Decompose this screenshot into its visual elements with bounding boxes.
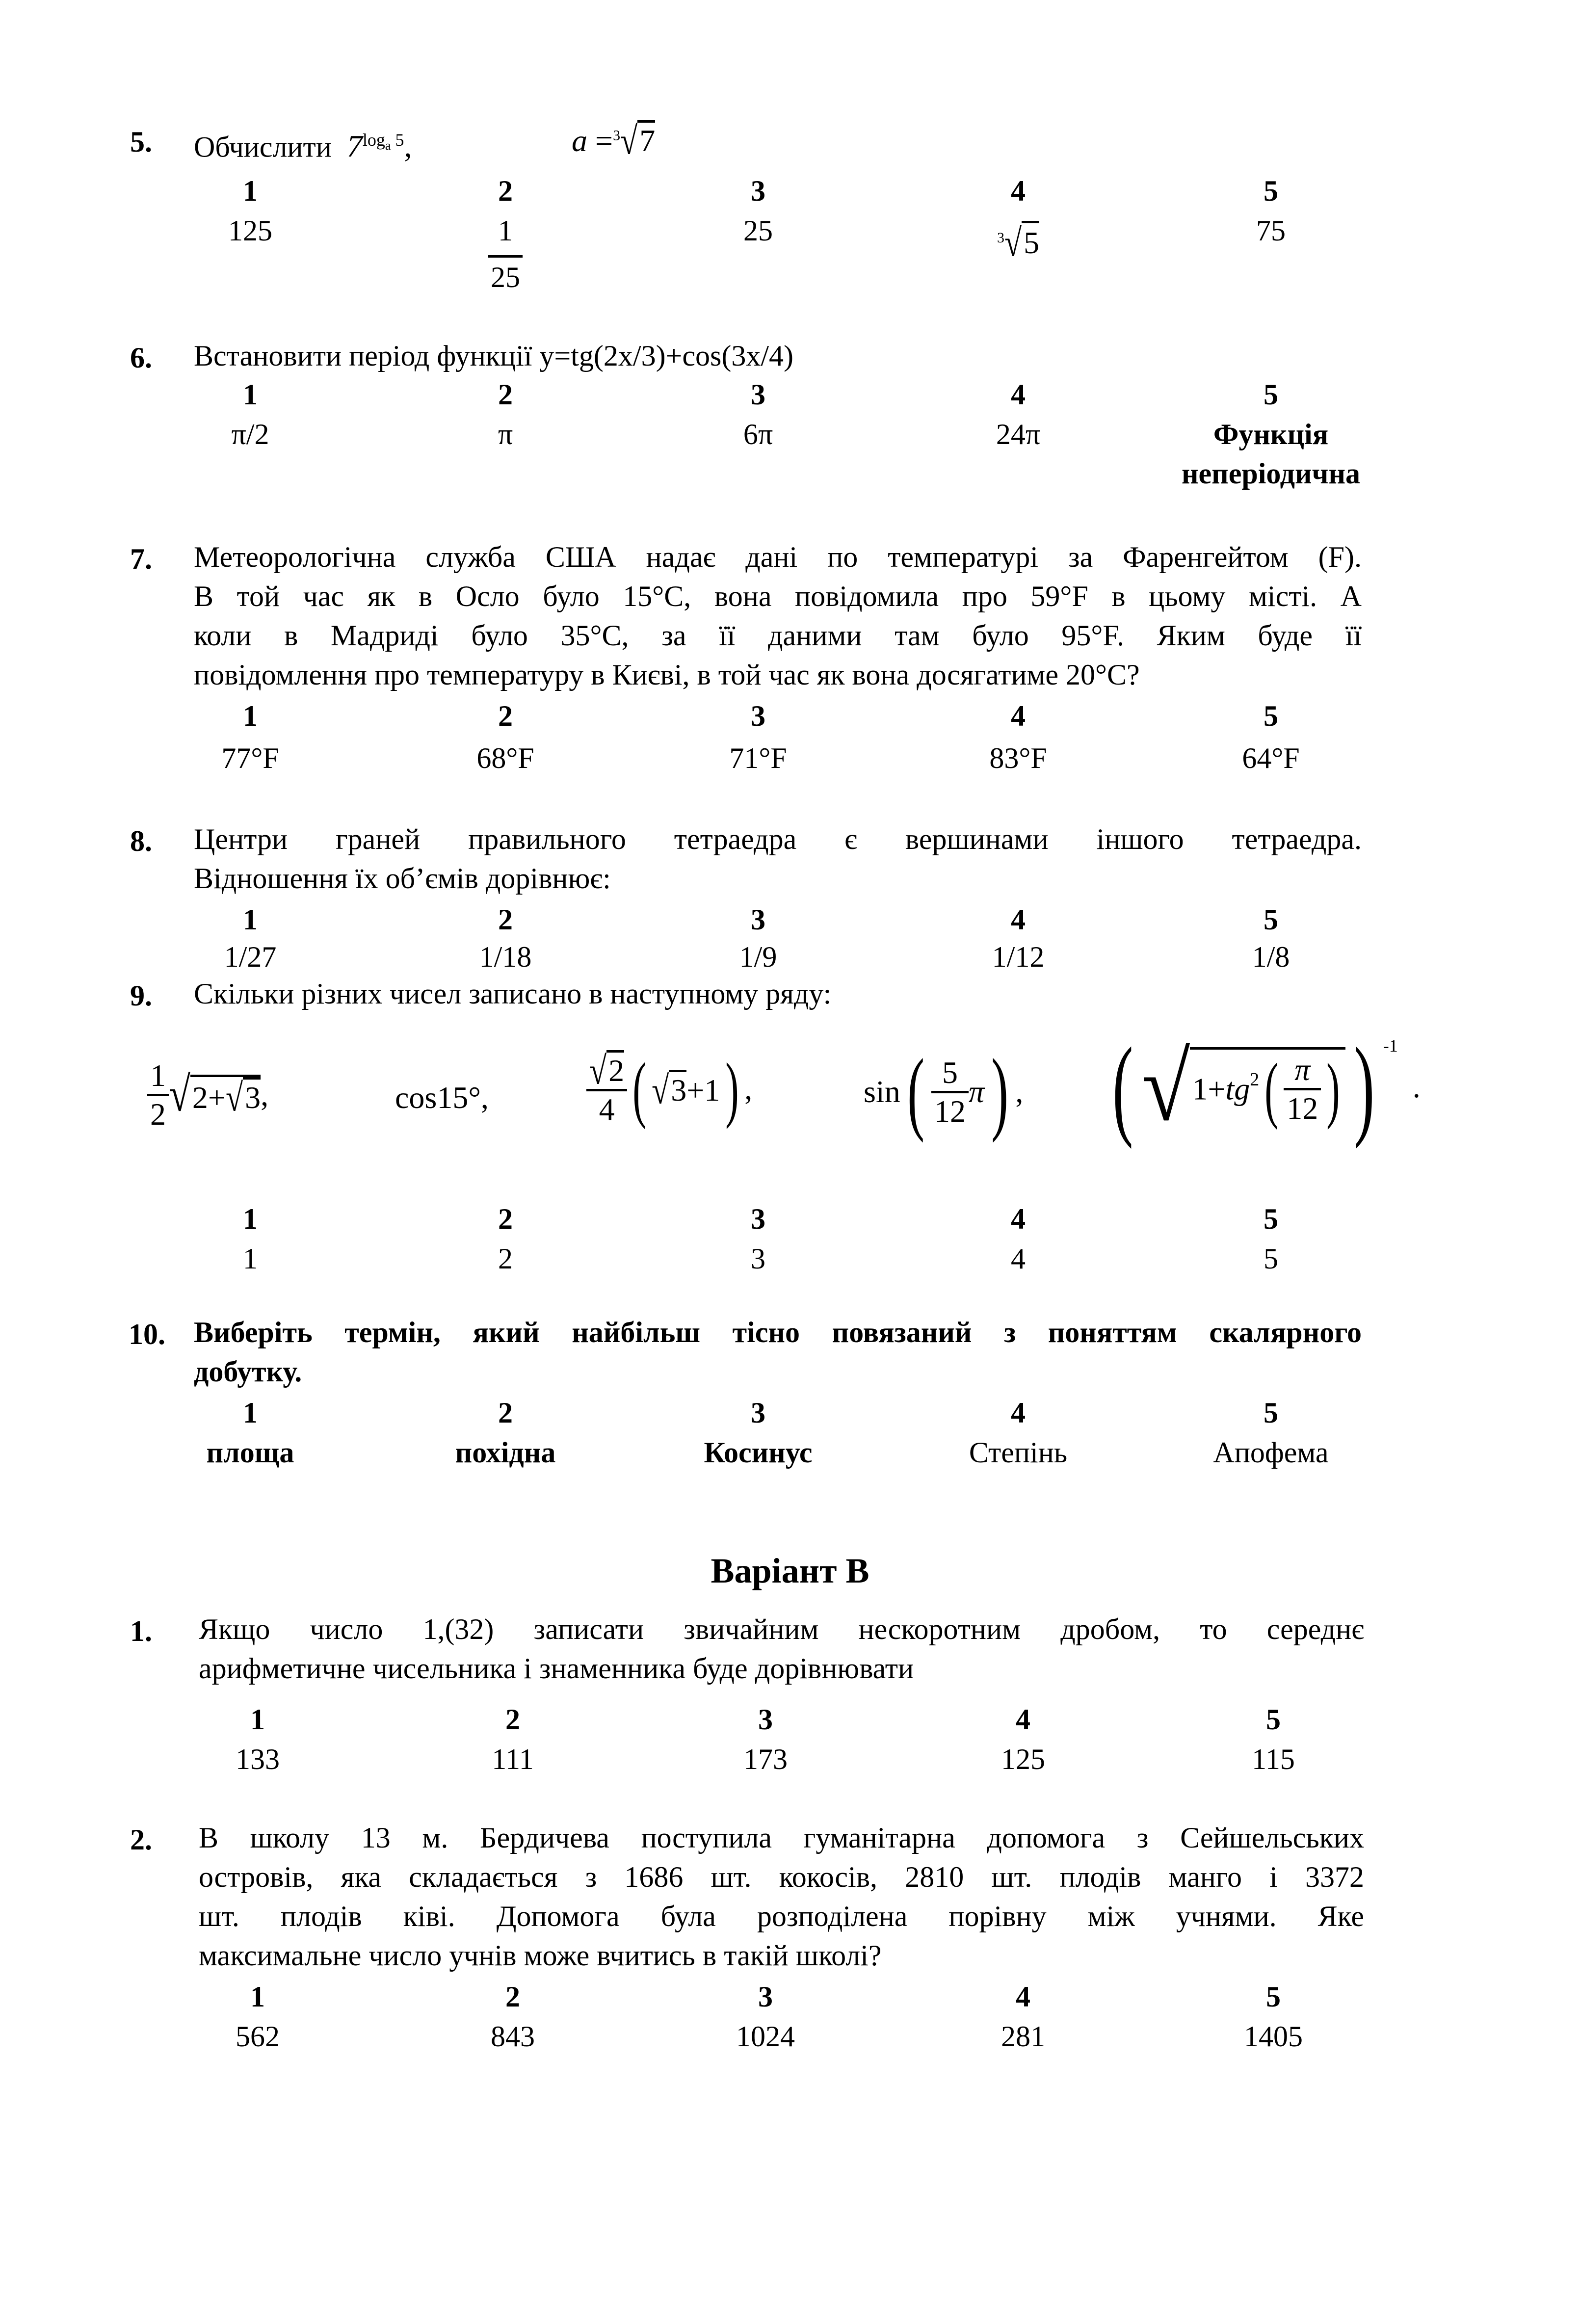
expression-root-product (586, 1050, 752, 1128)
option-number[interactable]: 1 (243, 175, 258, 207)
fraction-numerator: 1 (150, 1058, 166, 1093)
option-value[interactable]: 1024 (736, 2020, 795, 2053)
question-line: Центри граней правильного тетраедра є вершинами іншого тетраедра. (194, 823, 1362, 855)
option-value[interactable]: 562 (236, 2020, 280, 2053)
option-value[interactable]: 1 (243, 1242, 258, 1275)
separator: , (480, 1080, 489, 1115)
option-value[interactable]: похідна (455, 1436, 556, 1469)
right-paren: ) (991, 1040, 1009, 1143)
period: . (1412, 1069, 1421, 1104)
expression-half-root (147, 1057, 268, 1133)
one-plus: 1+ (1192, 1071, 1226, 1107)
radicand: 7 (637, 120, 655, 159)
option-value[interactable]: 77°F (221, 742, 279, 774)
option-number[interactable]: 3 (751, 1397, 765, 1429)
question-text: Скільки різних чисел записано в наступному ряду: (194, 977, 832, 1010)
outer-exponent: -1 (1383, 1036, 1398, 1056)
radical-icon: √ (226, 1075, 243, 1119)
option-number[interactable]: 2 (498, 378, 513, 411)
radicand-part: 2+ (192, 1080, 226, 1115)
option-number[interactable]: 3 (758, 1981, 773, 2013)
radical-icon: √ (1141, 1033, 1190, 1141)
option-value[interactable]: 5 (1264, 1242, 1278, 1275)
radical-icon: √ (1004, 221, 1022, 265)
left-paren: ( (1112, 1024, 1133, 1149)
option-number[interactable]: 4 (1011, 378, 1026, 411)
fraction-denominator: 12 (931, 1091, 969, 1130)
fraction (1284, 1052, 1321, 1127)
expression-cos (395, 1080, 489, 1116)
separator: , (1015, 1074, 1024, 1109)
radical-icon: √ (652, 1068, 669, 1112)
radical-icon: √ (589, 1049, 607, 1092)
option-number[interactable]: 5 (1264, 175, 1278, 207)
question-text (194, 336, 793, 375)
option-value[interactable]: 71°F (729, 742, 787, 774)
option-number[interactable]: 5 (1264, 903, 1278, 936)
option-value[interactable]: Апофема (1213, 1436, 1329, 1469)
option-number[interactable]: 3 (751, 700, 765, 732)
question-line: Відношення їх об’ємів дорівнює: (194, 862, 611, 895)
power-expression (347, 129, 412, 163)
option-number[interactable]: 3 (751, 175, 765, 207)
option-value[interactable]: Косинус (704, 1436, 813, 1469)
variant-title: Варіант В (711, 1551, 869, 1590)
option-value[interactable]: 24π (996, 418, 1041, 450)
option-value[interactable]: 1/18 (479, 941, 532, 973)
question-text (194, 120, 412, 166)
pi-symbol: π (968, 1074, 985, 1109)
option-number[interactable]: 2 (498, 175, 513, 207)
question-line: повідомлення про температуру в Києві, в той час як вона досягатиме 20°С? (194, 659, 1140, 691)
option-number[interactable]: 4 (1011, 1203, 1026, 1235)
question-number: 5. (130, 126, 152, 158)
question-text (194, 1313, 1362, 1391)
left-paren: ( (907, 1040, 924, 1143)
right-paren: ) (1326, 1048, 1340, 1130)
option-value[interactable]: 75 (1256, 214, 1286, 247)
question-line: Якщо число 1,(32) записати звичайним нескоротним дробом, то середнє (199, 1613, 1364, 1645)
option-number[interactable]: 2 (498, 903, 513, 936)
option-value[interactable]: 64°F (1242, 742, 1300, 774)
fraction-denominator: 12 (1284, 1088, 1321, 1127)
fraction-numerator: 5 (942, 1055, 958, 1090)
fraction (931, 1055, 969, 1130)
question-line: островів, яка складається з 1686 шт. кокосів, 2810 шт. плодів манго і 3372 (199, 1861, 1364, 1893)
option-value[interactable]: 1/27 (224, 941, 277, 973)
option-number[interactable]: 2 (505, 1703, 520, 1736)
option-number[interactable]: 2 (498, 700, 513, 732)
option-number[interactable]: 5 (1264, 1203, 1278, 1235)
question-number: 7. (130, 543, 152, 575)
condition-expression (572, 119, 656, 162)
question-number: 6. (130, 342, 152, 374)
log-base: a (385, 138, 391, 153)
option-number[interactable]: 1 (243, 378, 258, 411)
option-value[interactable]: π/2 (231, 418, 269, 450)
option-value[interactable]: 111 (492, 1743, 534, 1775)
radicand: 3 (243, 1077, 261, 1116)
option-number[interactable]: 5 (1266, 1703, 1281, 1736)
fraction-denominator: 2 (147, 1094, 169, 1133)
option-value[interactable]: 125 (1001, 1743, 1045, 1775)
option-number[interactable]: 1 (250, 1981, 265, 2013)
option-value[interactable]: 281 (1001, 2020, 1045, 2053)
question-line: добутку. (194, 1355, 302, 1388)
radical-icon: √ (620, 119, 638, 162)
option-value[interactable]: 173 (743, 1743, 788, 1775)
option-value[interactable]: 6π (743, 418, 773, 450)
power: 2 (1250, 1069, 1260, 1090)
radicand (190, 1075, 261, 1119)
option-value-line: Функція (1213, 418, 1329, 450)
option-number[interactable]: 2 (505, 1981, 520, 2013)
option-number[interactable]: 5 (1264, 1397, 1278, 1429)
question-number: 10. (129, 1318, 165, 1350)
option-value-line: неперіодична (1181, 457, 1361, 490)
separator: , (744, 1071, 753, 1106)
option-value[interactable] (1148, 415, 1394, 493)
option-value[interactable]: 1/9 (739, 941, 777, 973)
question-text (194, 819, 1362, 898)
option-value[interactable]: 115 (1252, 1743, 1295, 1775)
left-paren: ( (1264, 1048, 1278, 1130)
question-number: 2. (130, 1823, 152, 1856)
option-number[interactable]: 1 (243, 1397, 258, 1429)
option-number[interactable]: 5 (1264, 700, 1278, 732)
option-value[interactable]: площа (206, 1436, 294, 1469)
question-line: Метеорологічна служба США надає дані по температурі за Фаренгейтом (F). (194, 541, 1362, 573)
radicand: 3 (669, 1070, 686, 1109)
question-text (194, 537, 1362, 694)
fraction-numerator (586, 1049, 627, 1092)
expression-sin (864, 1040, 1024, 1143)
option-number[interactable]: 4 (1011, 700, 1026, 732)
right-paren: ) (725, 1048, 739, 1130)
option-number[interactable]: 2 (498, 1203, 513, 1235)
question-number: 1. (130, 1615, 152, 1647)
question-text (199, 1610, 1364, 1688)
option-value[interactable]: 133 (236, 1743, 280, 1775)
fraction-denominator: 25 (488, 255, 523, 297)
question-line: максимальне число учнів може вчитись в такій школі? (199, 1939, 882, 1972)
option-number[interactable]: 5 (1264, 378, 1278, 411)
log-label: log (362, 130, 385, 150)
separator: , (261, 1077, 269, 1112)
sin-label: sin (864, 1074, 900, 1109)
separator: , (404, 129, 412, 164)
option-number[interactable]: 4 (1016, 1981, 1030, 2013)
radicand: 2 (606, 1050, 624, 1089)
question-line: Виберіть термін, який найбільш тісно повязаний з поняттям скалярного (194, 1316, 1362, 1348)
question-line: арифметичне чисельника і знаменника буде дорівнювати (199, 1652, 914, 1685)
option-number[interactable]: 3 (751, 1203, 765, 1235)
option-value[interactable]: 83°F (989, 742, 1047, 774)
question-number: 9. (130, 979, 152, 1012)
left-paren: ( (632, 1048, 646, 1130)
option-value[interactable]: 3 (751, 1242, 765, 1275)
option-number[interactable]: 1 (243, 903, 258, 936)
fraction-numerator: 1 (498, 214, 513, 247)
fraction-numerator: π (1294, 1052, 1311, 1087)
option-value[interactable]: 4 (1011, 1242, 1026, 1275)
option-number[interactable]: 2 (498, 1397, 513, 1429)
paren-content (652, 1068, 720, 1112)
tg-label: tg (1225, 1071, 1250, 1107)
variable: a (572, 123, 587, 158)
cos-text: cos15° (395, 1080, 481, 1115)
question-text (199, 1818, 1364, 1975)
fraction-denominator: 4 (586, 1089, 627, 1128)
option-value-root[interactable] (895, 218, 1141, 263)
option-value-fraction[interactable] (383, 211, 628, 297)
question-number: 8. (130, 825, 152, 857)
root-index: 3 (613, 127, 621, 144)
option-value[interactable]: 125 (228, 214, 272, 247)
option-value[interactable]: π (498, 418, 513, 450)
option-value[interactable]: 25 (743, 214, 773, 247)
option-value[interactable]: Степінь (969, 1436, 1068, 1469)
log-argument: 5 (395, 130, 404, 150)
option-value[interactable]: 2 (498, 1242, 513, 1275)
option-value[interactable]: 1405 (1244, 2020, 1303, 2053)
power-base: 7 (346, 129, 363, 164)
option-value[interactable]: 1/12 (992, 941, 1045, 973)
option-number[interactable]: 1 (250, 1703, 265, 1736)
question-line: шт. плодів ківі. Допомога була розподілена порівну між учнями. Яке (199, 1900, 1364, 1932)
fraction (147, 1057, 169, 1133)
question-line: В школу 13 м. Бердичева поступила гуманітарна допомога з Сейшельських (199, 1822, 1364, 1854)
question-prompt: Встановити період функції (194, 340, 540, 372)
root-index: 3 (997, 230, 1004, 246)
option-number[interactable]: 4 (1011, 1397, 1026, 1429)
function-formula: y=tg(2x/3)+cos(3x/4) (539, 340, 794, 372)
right-paren: ) (1354, 1024, 1375, 1149)
fraction (586, 1050, 627, 1128)
radical-icon: √ (169, 1067, 190, 1122)
option-number[interactable]: 3 (751, 903, 765, 936)
question-prompt: Обчислити (194, 131, 332, 163)
question-line: коли в Мадриді було 35°С, за її даними там було 95°F. Яким буде її (194, 619, 1362, 652)
radicand: 5 (1022, 221, 1039, 263)
option-number[interactable]: 3 (758, 1703, 773, 1736)
expression-tg-root-inverse (1104, 1024, 1421, 1149)
equals-sign: = (595, 123, 613, 158)
radicand (1190, 1047, 1345, 1130)
option-number[interactable]: 4 (1016, 1703, 1030, 1736)
option-number[interactable]: 1 (243, 700, 258, 732)
plus-one: +1 (686, 1072, 720, 1108)
option-number[interactable]: 3 (751, 378, 765, 411)
option-number[interactable]: 4 (1011, 175, 1026, 207)
option-value[interactable]: 68°F (476, 742, 534, 774)
option-value[interactable]: 1/8 (1252, 941, 1290, 973)
question-line: В той час як в Осло було 15°С, вона повідомила про 59°F в цьому місті. А (194, 580, 1362, 612)
option-number[interactable]: 5 (1266, 1981, 1281, 2013)
option-number[interactable]: 4 (1011, 903, 1026, 936)
option-number[interactable]: 1 (243, 1203, 258, 1235)
option-value[interactable]: 843 (491, 2020, 535, 2053)
